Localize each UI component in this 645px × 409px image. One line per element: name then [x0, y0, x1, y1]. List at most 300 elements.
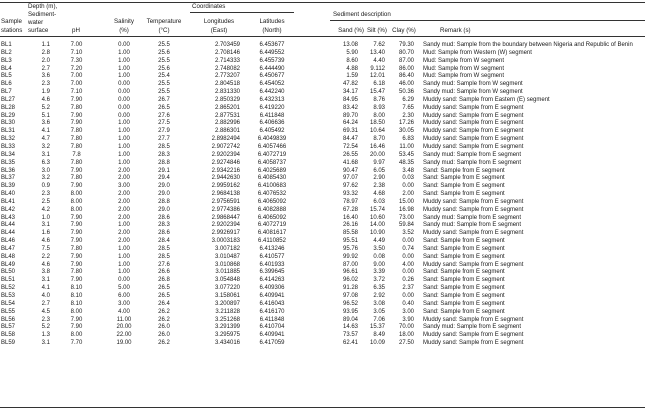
table-row [0, 128, 645, 136]
cell-station: BL37 [1, 175, 16, 182]
cell-remark: Muddy sand: Sample from E segment [423, 136, 524, 143]
cell-sand: 13.08 [342, 42, 358, 48]
cell-sand: 78.97 [342, 198, 358, 205]
table-row [0, 160, 645, 168]
cell-depth: 3.0 [41, 167, 50, 174]
cell-silt: 8.93 [373, 104, 385, 111]
cell-salinity: 20.00 [116, 324, 132, 331]
table-row [0, 199, 645, 207]
cell-sand: 5.90 [346, 49, 358, 56]
header-depth-line4: surface [28, 27, 49, 34]
cell-temperature: 26.8 [158, 277, 170, 284]
cell-clay: 0.03 [402, 175, 414, 182]
cell-ph: 7.90 [70, 222, 83, 229]
cell-silt: 9.97 [373, 159, 385, 166]
cell-silt: 2.38 [373, 183, 385, 190]
cell-depth: 7.5 [41, 245, 50, 252]
cell-depth: 4.2 [41, 206, 50, 213]
cell-salinity: 1.00 [118, 49, 130, 56]
cell-ph: 7.90 [70, 261, 83, 268]
cell-ph: 7.90 [70, 167, 83, 174]
cell-sand: 26.16 [342, 222, 358, 229]
cell-silt: 6.05 [373, 167, 385, 174]
cell-ph: 7.20 [70, 65, 83, 72]
cell-temperature: 28.6 [158, 214, 170, 221]
cell-clay: 86.00 [398, 65, 414, 72]
cell-clay: 80.70 [398, 49, 414, 56]
cell-ph: 8.10 [70, 293, 83, 299]
cell-longitude: 2.9202394 [211, 151, 240, 158]
cell-clay: 3.00 [402, 308, 414, 315]
cell-salinity: 11.00 [116, 316, 132, 323]
cell-temperature: 28.6 [158, 230, 170, 237]
cell-depth: 5.2 [41, 104, 50, 111]
cell-longitude: 3.010868 [214, 261, 240, 268]
cell-depth: 2.5 [41, 198, 50, 205]
cell-station: BL31 [1, 128, 16, 135]
cell-longitude: 3.291399 [214, 324, 240, 331]
cell-salinity: 0.00 [118, 112, 130, 119]
cell-clay: 11.00 [399, 143, 414, 150]
cell-sand: 96.02 [342, 277, 358, 284]
cell-longitude: 3.0003183 [211, 238, 240, 245]
cell-remark: Muddy sand: Sample from E segment [423, 316, 524, 323]
cell-temperature: 28.8 [158, 159, 170, 166]
cell-temperature: 28.3 [158, 222, 170, 229]
cell-ph: 7.90 [70, 277, 83, 284]
cell-clay: 59.84 [398, 222, 414, 229]
cell-salinity: 2.00 [118, 198, 130, 205]
cell-temperature: 29.1 [158, 167, 170, 174]
cell-ph: 7.90 [70, 96, 83, 103]
cell-temperature: 28.5 [158, 143, 170, 150]
cell-depth: 3.1 [41, 277, 50, 284]
cell-sand: 73.57 [342, 332, 358, 339]
cell-temperature: 26.2 [158, 340, 170, 347]
cell-temperature: 29.0 [158, 206, 170, 213]
table-row [0, 207, 645, 215]
cell-sand: 67.28 [342, 206, 358, 213]
cell-silt: 14.00 [369, 222, 385, 229]
header-salinity-line2: (%) [119, 27, 129, 34]
cell-station: BL27 [1, 96, 16, 103]
cell-ph: 7.90 [70, 120, 83, 127]
cell-latitude: 6.453677 [259, 42, 285, 48]
cell-sand: 91.28 [342, 285, 358, 292]
cell-depth: 3.1 [41, 340, 50, 347]
header-clay: Clay (%) [392, 27, 416, 34]
cell-station: BL58 [1, 332, 16, 339]
table-row [0, 120, 645, 128]
cell-ph: 7.00 [70, 73, 83, 80]
cell-sand: 84.95 [342, 96, 358, 103]
cell-station: BL46 [1, 238, 16, 245]
table-row [0, 340, 645, 348]
cell-salinity: 1.00 [118, 261, 130, 268]
sediment-rule [330, 20, 645, 21]
cell-station: BL57 [1, 324, 16, 331]
cell-latitude: 6.401933 [259, 261, 285, 268]
cell-longitude: 2.8982494 [211, 136, 240, 143]
cell-latitude: 6.416043 [259, 300, 285, 307]
cell-sand: 62.41 [342, 340, 358, 347]
cell-depth: 4.6 [41, 261, 50, 268]
cell-sand: 41.68 [342, 159, 358, 166]
cell-station: BL50 [1, 269, 16, 276]
cell-clay: 3.90 [402, 316, 414, 323]
cell-ph: 7.10 [70, 49, 83, 56]
cell-depth: 2.0 [41, 57, 50, 64]
cell-depth: 2.7 [41, 300, 50, 307]
cell-sand: 90.47 [342, 167, 358, 174]
table-row [0, 332, 645, 340]
table-row [0, 136, 645, 144]
cell-clay: 0.74 [402, 245, 414, 252]
header-temperature-line1: Temperature [146, 18, 182, 25]
header-bottom-rule [0, 36, 645, 37]
cell-ph: 7.00 [70, 42, 83, 48]
table-row [0, 230, 645, 238]
cell-clay: 2.00 [402, 191, 414, 198]
table-row [0, 144, 645, 152]
cell-salinity: 1.00 [118, 128, 130, 135]
cell-longitude: 3.011885 [215, 269, 240, 276]
cell-station: BL41 [1, 198, 16, 205]
table-row [0, 168, 645, 176]
cell-silt: 8.00 [373, 112, 385, 119]
cell-latitude: 6.455739 [259, 57, 285, 64]
cell-latitude: 6.432313 [259, 96, 285, 103]
cell-salinity: 1.00 [118, 120, 130, 127]
table-row [0, 301, 645, 309]
cell-silt: 13.40 [369, 49, 385, 56]
cell-silt: 3.05 [373, 308, 385, 315]
cell-station: BL49 [1, 261, 16, 268]
table-row [0, 324, 645, 332]
cell-longitude: 2.9756591 [211, 198, 240, 205]
cell-depth: 2.3 [41, 191, 50, 198]
cell-latitude: 6.411848 [259, 112, 285, 119]
cell-sand: 72.54 [342, 143, 358, 150]
cell-latitude: 6.406636 [259, 120, 285, 127]
cell-station: BL33 [1, 143, 16, 150]
table-row [0, 222, 645, 230]
cell-sand: 95.51 [342, 238, 358, 245]
table-row [0, 309, 645, 317]
cell-clay: 0.40 [402, 300, 414, 307]
cell-salinity: 2.00 [118, 214, 130, 221]
cell-remark: Sand: Sample from E segment [423, 245, 505, 252]
cell-station: BL5 [1, 73, 12, 80]
header-remarks: Remark (s) [440, 27, 471, 34]
cell-depth: 3.1 [41, 222, 50, 229]
cell-salinity: 0.00 [118, 81, 130, 88]
table-row [0, 152, 645, 160]
cell-clay: 7.65 [402, 104, 414, 111]
cell-remark: Sandy mud: Sample from E segment [423, 159, 522, 166]
cell-station: BL36 [1, 167, 16, 174]
cell-sand: 84.47 [342, 136, 358, 143]
cell-clay: 73.00 [398, 214, 414, 221]
cell-latitude: 6.4065092 [257, 214, 287, 221]
cell-salinity: 5.00 [118, 285, 130, 292]
cell-sand: 99.92 [342, 253, 358, 260]
cell-ph: 7.90 [70, 316, 83, 323]
cell-latitude: 6.399645 [259, 269, 285, 276]
cell-clay: 6.29 [402, 96, 414, 103]
cell-ph: 7.80 [70, 136, 83, 143]
cell-longitude: 2.9959162 [211, 183, 240, 190]
table-row [0, 97, 645, 105]
cell-temperature: 26.5 [158, 285, 170, 292]
cell-remark: Sand: Sample from E segment [423, 183, 505, 190]
cell-clay: 17.26 [398, 120, 414, 127]
cell-salinity: 3.00 [118, 183, 130, 190]
table-row [0, 89, 645, 97]
cell-longitude: 2.714333 [214, 57, 240, 64]
cell-silt: 10.90 [369, 230, 385, 237]
cell-latitude: 6.4057466 [257, 143, 287, 150]
cell-latitude: 6.4072719 [257, 222, 287, 229]
cell-station: BL59 [1, 340, 16, 347]
cell-sand: 97.07 [342, 175, 358, 182]
cell-silt: 6.18 [373, 81, 385, 88]
cell-latitude: 6.4082888 [257, 206, 287, 213]
cell-salinity: 19.00 [116, 340, 132, 347]
header-sample-line2: stations [1, 27, 23, 34]
cell-depth: 3.6 [41, 120, 50, 127]
cell-clay: 0.00 [402, 183, 414, 190]
cell-longitude: 2.773207 [214, 73, 240, 80]
cell-longitude: 3.200897 [214, 300, 240, 307]
cell-silt: 6.35 [373, 285, 385, 292]
cell-ph: 7.90 [70, 238, 83, 245]
header-coordinates: Coordinates [192, 3, 226, 10]
table-row [0, 191, 645, 199]
cell-remark: Sand: Sample from E segment [423, 238, 505, 245]
cell-station: BL7 [1, 89, 12, 96]
cell-salinity: 2.00 [118, 175, 130, 182]
cell-depth: 2.8 [41, 49, 50, 56]
cell-longitude: 3.077220 [214, 285, 240, 292]
cell-clay: 0.00 [402, 293, 414, 299]
cell-latitude: 6.414263 [259, 277, 285, 284]
table-body [0, 42, 645, 348]
cell-remark: Sandy mud: Sample from W segment [423, 81, 523, 88]
cell-station: BL51 [1, 277, 16, 284]
cell-salinity: 2.00 [118, 230, 130, 237]
cell-salinity: 1.00 [118, 136, 130, 143]
cell-salinity: 0.00 [118, 89, 130, 96]
table-row [0, 277, 645, 285]
cell-ph: 8.00 [70, 198, 83, 205]
cell-salinity: 6.00 [118, 293, 130, 299]
cell-station: BL3 [1, 57, 12, 64]
cell-clay: 70.00 [398, 324, 414, 331]
cell-temperature: 28.3 [158, 151, 170, 158]
cell-temperature: 28.8 [158, 198, 170, 205]
cell-remark: Muddy sand: Sample from E segment [423, 332, 524, 339]
cell-latitude: 6.450677 [259, 73, 285, 80]
cell-sand: 16.40 [342, 214, 358, 221]
cell-sand: 93.32 [342, 191, 358, 198]
cell-salinity: 1.00 [118, 57, 130, 64]
cell-temperature: 28.5 [158, 253, 170, 260]
cell-latitude: 6.410577 [259, 253, 285, 260]
cell-station: BL44 [1, 230, 16, 237]
table-row [0, 175, 645, 183]
cell-salinity: 0.00 [118, 96, 130, 103]
cell-remark: Sand: Sample from E segment [423, 308, 505, 315]
cell-remark: Muddy sand: Sample from E segment [423, 104, 524, 111]
cell-ph: 8.00 [70, 206, 83, 213]
cell-salinity: 2.00 [118, 238, 130, 245]
cell-silt: 4.40 [373, 57, 385, 64]
cell-longitude: 2.831330 [214, 89, 240, 96]
cell-temperature: 29.4 [158, 175, 170, 182]
cell-latitude: 6.411848 [259, 316, 285, 323]
cell-longitude: 3.007182 [214, 245, 240, 252]
cell-longitude: 2.9202394 [211, 222, 240, 229]
cell-ph: 7.90 [70, 253, 83, 260]
cell-latitude: 6.444490 [259, 65, 285, 72]
cell-silt: 9.00 [373, 261, 385, 268]
cell-longitude: 2.9274846 [211, 159, 240, 166]
cell-clay: 46.00 [398, 81, 414, 88]
cell-depth: 4.1 [41, 128, 50, 135]
cell-depth: 3.2 [41, 175, 50, 182]
table-row [0, 317, 645, 325]
cell-sand: 87.00 [342, 261, 358, 268]
cell-clay: 50.36 [398, 89, 414, 96]
cell-ph: 8.10 [70, 300, 83, 307]
table-row [0, 50, 645, 58]
cell-silt: 0.08 [373, 253, 385, 260]
cell-salinity: 1.00 [118, 159, 130, 166]
cell-temperature: 27.6 [158, 261, 170, 268]
cell-salinity: 1.00 [118, 151, 130, 158]
cell-remark: Mud: Sample from Western (W) segment [423, 49, 532, 56]
cell-depth: 3.6 [41, 73, 50, 80]
cell-ph: 7.8 [72, 151, 81, 158]
cell-silt: 3.08 [373, 300, 385, 307]
cell-sand: 34.17 [342, 89, 358, 96]
cell-depth: 0.9 [41, 183, 50, 190]
cell-depth: 1.6 [41, 230, 50, 237]
table-row [0, 293, 645, 301]
table-row [0, 246, 645, 254]
cell-latitude: 6.417059 [259, 340, 285, 347]
cell-depth: 5.1 [41, 112, 50, 119]
cell-silt: 4.68 [373, 191, 385, 198]
cell-temperature: 27.6 [158, 112, 170, 119]
cell-depth: 4.1 [41, 285, 50, 292]
table-row [0, 269, 645, 277]
cell-sand: 26.55 [342, 151, 358, 158]
cell-longitude: 2.748082 [214, 65, 240, 72]
cell-temperature: 27.7 [158, 136, 170, 143]
cell-silt: 9.112 [370, 65, 385, 72]
cell-temperature: 26.2 [158, 308, 170, 315]
cell-remark: Sand: Sample from E segment [423, 191, 505, 198]
table-row [0, 215, 645, 223]
table-row [0, 254, 645, 262]
cell-silt: 2.92 [373, 293, 385, 299]
cell-depth: 2.3 [41, 81, 50, 88]
cell-longitude: 3.158061 [214, 293, 240, 299]
cell-sand: 14.63 [342, 324, 358, 331]
cell-clay: 27.50 [398, 340, 414, 347]
cell-temperature: 26.5 [158, 104, 170, 111]
cell-station: BL29 [1, 112, 16, 119]
cell-salinity: 1.00 [118, 73, 130, 80]
cell-sand: 89.04 [342, 316, 358, 323]
cell-ph: 8.10 [70, 285, 83, 292]
header-depth-line1: Depth (m), [28, 3, 58, 10]
cell-salinity: 1.00 [118, 65, 130, 72]
cell-station: BL43 [1, 214, 16, 221]
cell-clay: 53.45 [398, 151, 414, 158]
cell-ph: 7.90 [70, 112, 83, 119]
cell-temperature: 26.6 [158, 269, 170, 276]
cell-ph: 8.00 [70, 332, 83, 339]
cell-longitude: 3.295975 [214, 332, 240, 339]
cell-latitude: 6.4065092 [257, 198, 287, 205]
cell-salinity: 1.00 [118, 245, 130, 252]
cell-silt: 20.00 [369, 151, 385, 158]
cell-remark: Sand: Sample from E segment [423, 269, 505, 276]
cell-longitude: 2.9774386 [211, 206, 240, 213]
cell-temperature: 25.5 [158, 57, 170, 64]
cell-latitude: 6.454052 [259, 81, 285, 88]
cell-latitude: 6.410704 [259, 324, 285, 331]
cell-depth: 1.1 [41, 42, 50, 48]
cell-remark: Mud: Sample from W segment [423, 73, 505, 80]
cell-longitude: 2.865201 [214, 104, 240, 111]
cell-clay: 0.00 [402, 253, 414, 260]
cell-latitude: 6.442240 [259, 89, 285, 96]
cell-remark: Mud: Sample from W segment [423, 57, 505, 64]
cell-remark: Sand: Sample from E segment [423, 253, 505, 260]
cell-longitude: 2.850329 [214, 96, 240, 103]
cell-remark: Sand: Sample from E segment [423, 167, 505, 174]
cell-sand: 89.70 [342, 112, 358, 119]
cell-station: BL56 [1, 316, 16, 323]
table-top-rule [0, 2, 645, 3]
cell-clay: 87.00 [398, 57, 414, 64]
cell-temperature: 25.5 [158, 89, 170, 96]
cell-clay: 16.98 [398, 206, 414, 213]
cell-remark: Muddy sand: Sample from E segment [423, 198, 524, 205]
cell-clay: 86.40 [398, 73, 414, 80]
cell-depth: 1.0 [41, 214, 50, 221]
cell-ph: 7.80 [70, 159, 83, 166]
cell-depth: 4.6 [41, 238, 50, 245]
cell-station: BL35 [1, 159, 16, 166]
cell-station: BL30 [1, 120, 16, 127]
cell-salinity: 0.00 [118, 42, 130, 48]
cell-clay: 3.48 [402, 167, 414, 174]
cell-remark: Muddy sand: Sample from E segment [423, 206, 524, 213]
cell-salinity: 0.00 [118, 104, 130, 111]
cell-station: BL53 [1, 293, 16, 299]
cell-salinity: 1.00 [118, 253, 130, 260]
cell-latitude: 6.416170 [259, 308, 285, 315]
cell-ph: 7.90 [70, 230, 83, 237]
cell-depth: 2.2 [41, 253, 50, 260]
cell-remark: Sandy mud: Sample from the boundary between Nigeria and Republic of Benin [423, 42, 633, 48]
cell-silt: 8.70 [373, 136, 385, 143]
